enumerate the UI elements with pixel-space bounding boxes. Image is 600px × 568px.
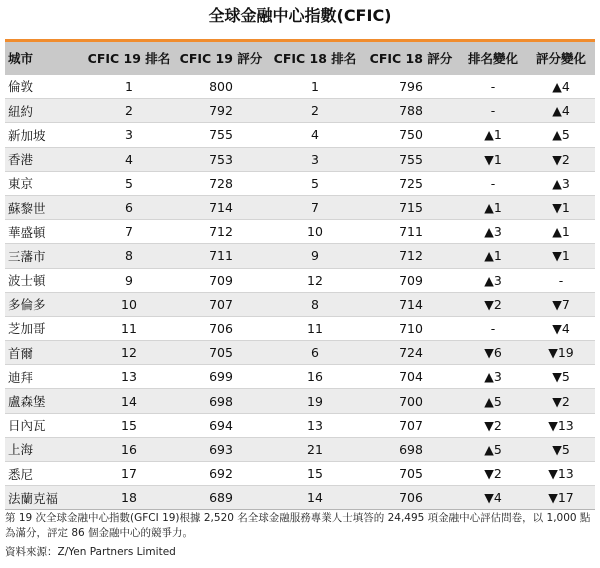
table-cell: 796 <box>363 75 459 99</box>
table-cell: 6 <box>83 195 175 219</box>
table-cell: 694 <box>175 413 267 437</box>
table-row <box>5 486 595 510</box>
table-cell: ▲1 <box>459 123 527 147</box>
table-row <box>5 341 595 365</box>
table-cell: 707 <box>363 413 459 437</box>
table-cell: ▲4 <box>527 99 595 123</box>
table-cell: ▲3 <box>459 268 527 292</box>
table-cell: 707 <box>175 292 267 316</box>
city-cell: 上海 <box>5 437 83 461</box>
city-cell: 東京 <box>5 171 83 195</box>
table-cell: ▼13 <box>527 462 595 486</box>
table-cell: 11 <box>267 316 363 340</box>
table-cell: 706 <box>363 486 459 510</box>
city-cell: 首爾 <box>5 341 83 365</box>
table-cell: - <box>459 316 527 340</box>
table-cell: ▲4 <box>527 75 595 99</box>
city-cell: 紐約 <box>5 99 83 123</box>
table-cell: 709 <box>175 268 267 292</box>
table-cell: 11 <box>83 316 175 340</box>
column-header: CFIC 19 評分 <box>175 41 267 75</box>
column-header: 排名變化 <box>459 41 527 75</box>
table-cell: ▼1 <box>527 195 595 219</box>
table-row <box>5 437 595 461</box>
table-row <box>5 244 595 268</box>
table-cell: 705 <box>175 341 267 365</box>
table-row <box>5 268 595 292</box>
city-cell: 多倫多 <box>5 292 83 316</box>
table-cell: 693 <box>175 437 267 461</box>
table-cell: ▼4 <box>527 316 595 340</box>
column-header: CFIC 18 排名 <box>267 41 363 75</box>
table-cell: 8 <box>267 292 363 316</box>
table-cell: ▲5 <box>527 123 595 147</box>
table-cell: ▲1 <box>459 195 527 219</box>
table-row <box>5 316 595 340</box>
table-cell: 5 <box>267 171 363 195</box>
table-cell: ▲1 <box>527 220 595 244</box>
table-cell: 792 <box>175 99 267 123</box>
table-cell: ▼2 <box>527 147 595 171</box>
table-row <box>5 220 595 244</box>
table-cell: 4 <box>83 147 175 171</box>
table-cell: 12 <box>267 268 363 292</box>
table-cell: ▲1 <box>459 244 527 268</box>
table-cell: ▲3 <box>459 365 527 389</box>
table-cell: 16 <box>267 365 363 389</box>
city-cell: 芝加哥 <box>5 316 83 340</box>
table-cell: 712 <box>363 244 459 268</box>
table-cell: 4 <box>267 123 363 147</box>
table-cell: 10 <box>83 292 175 316</box>
table-cell: - <box>459 75 527 99</box>
table-row <box>5 75 595 99</box>
table-cell: ▼2 <box>459 462 527 486</box>
table-cell: - <box>459 171 527 195</box>
table-cell: 3 <box>267 147 363 171</box>
table-cell: 12 <box>83 341 175 365</box>
city-cell: 香港 <box>5 147 83 171</box>
table-cell: 15 <box>267 462 363 486</box>
table-cell: 19 <box>267 389 363 413</box>
table-cell: 7 <box>83 220 175 244</box>
table-cell: 706 <box>175 316 267 340</box>
table-cell: 6 <box>267 341 363 365</box>
table-cell: ▼7 <box>527 292 595 316</box>
city-cell: 三藩市 <box>5 244 83 268</box>
table-cell: 8 <box>83 244 175 268</box>
table-cell: 750 <box>363 123 459 147</box>
table-row <box>5 292 595 316</box>
table-cell: 2 <box>267 99 363 123</box>
table-cell: ▼4 <box>459 486 527 510</box>
table-row <box>5 171 595 195</box>
city-cell: 盧森堡 <box>5 389 83 413</box>
table-cell: 699 <box>175 365 267 389</box>
table-row <box>5 123 595 147</box>
table-cell: 10 <box>267 220 363 244</box>
city-cell: 日內瓦 <box>5 413 83 437</box>
table-cell: 14 <box>267 486 363 510</box>
column-header: CFIC 19 排名 <box>83 41 175 75</box>
table-cell: 724 <box>363 341 459 365</box>
table-cell: 704 <box>363 365 459 389</box>
table-cell: 800 <box>175 75 267 99</box>
table-row <box>5 195 595 219</box>
table-cell: ▼6 <box>459 341 527 365</box>
city-cell: 迪拜 <box>5 365 83 389</box>
table-row <box>5 389 595 413</box>
table-cell: ▼13 <box>527 413 595 437</box>
table-cell: 16 <box>83 437 175 461</box>
column-header: 城市 <box>5 41 83 75</box>
table-cell: 709 <box>363 268 459 292</box>
ranking-table-container <box>5 39 595 510</box>
table-cell: ▲5 <box>459 437 527 461</box>
header-row <box>5 41 595 75</box>
table-cell: 689 <box>175 486 267 510</box>
city-cell: 倫敦 <box>5 75 83 99</box>
table-cell: ▲5 <box>459 389 527 413</box>
table-cell: 18 <box>83 486 175 510</box>
ranking-table <box>5 39 595 510</box>
table-cell: ▲3 <box>459 220 527 244</box>
table-cell: 9 <box>267 244 363 268</box>
table-cell: ▼1 <box>527 244 595 268</box>
table-cell: 711 <box>175 244 267 268</box>
column-header: 評分變化 <box>527 41 595 75</box>
table-cell: 753 <box>175 147 267 171</box>
table-cell: - <box>527 268 595 292</box>
table-cell: ▲3 <box>527 171 595 195</box>
table-cell: - <box>459 99 527 123</box>
table-row <box>5 413 595 437</box>
table-cell: ▼19 <box>527 341 595 365</box>
table-cell: 755 <box>175 123 267 147</box>
table-cell: 692 <box>175 462 267 486</box>
table-cell: ▼1 <box>459 147 527 171</box>
table-cell: ▼17 <box>527 486 595 510</box>
table-cell: 714 <box>175 195 267 219</box>
city-cell: 華盛頓 <box>5 220 83 244</box>
table-cell: 9 <box>83 268 175 292</box>
table-cell: 725 <box>363 171 459 195</box>
table-cell: 1 <box>267 75 363 99</box>
table-cell: 715 <box>363 195 459 219</box>
table-cell: 13 <box>83 365 175 389</box>
table-cell: 17 <box>83 462 175 486</box>
table-cell: 698 <box>363 437 459 461</box>
footnote: 第 19 次全球金融中心指數(GFCI 19)根據 2,520 名全球金融服務專業人士填答的 24,495 項金融中心評估問卷，以 1,000 點為滿分，評定 86 個金融中心的競爭力。 <box>5 512 591 539</box>
table-cell: 728 <box>175 171 267 195</box>
table-row <box>5 365 595 389</box>
table-cell: 710 <box>363 316 459 340</box>
column-header: CFIC 18 評分 <box>363 41 459 75</box>
table-cell: 2 <box>83 99 175 123</box>
table-cell: 698 <box>175 389 267 413</box>
table-body <box>5 75 595 510</box>
table-cell: 705 <box>363 462 459 486</box>
table-cell: 7 <box>267 195 363 219</box>
city-cell: 新加坡 <box>5 123 83 147</box>
table-header <box>5 41 595 75</box>
city-cell: 悉尼 <box>5 462 83 486</box>
table-cell: 711 <box>363 220 459 244</box>
city-cell: 波士頓 <box>5 268 83 292</box>
source-note: 資料來源：Z/Yen Partners Limited <box>5 546 176 558</box>
page-title: 全球金融中心指數(CFIC) <box>208 6 392 25</box>
table-row <box>5 462 595 486</box>
table-cell: ▼2 <box>527 389 595 413</box>
table-row <box>5 99 595 123</box>
city-cell: 蘇黎世 <box>5 195 83 219</box>
city-cell: 法蘭克福 <box>5 486 83 510</box>
table-cell: 712 <box>175 220 267 244</box>
table-cell: 1 <box>83 75 175 99</box>
table-cell: 21 <box>267 437 363 461</box>
table-cell: 14 <box>83 389 175 413</box>
table-cell: ▼2 <box>459 413 527 437</box>
table-cell: 755 <box>363 147 459 171</box>
table-cell: ▼5 <box>527 437 595 461</box>
table-cell: 15 <box>83 413 175 437</box>
table-cell: 714 <box>363 292 459 316</box>
table-cell: ▼2 <box>459 292 527 316</box>
table-cell: ▼5 <box>527 365 595 389</box>
table-cell: 788 <box>363 99 459 123</box>
table-cell: 700 <box>363 389 459 413</box>
table-cell: 13 <box>267 413 363 437</box>
table-cell: 3 <box>83 123 175 147</box>
table-cell: 5 <box>83 171 175 195</box>
table-row <box>5 147 595 171</box>
